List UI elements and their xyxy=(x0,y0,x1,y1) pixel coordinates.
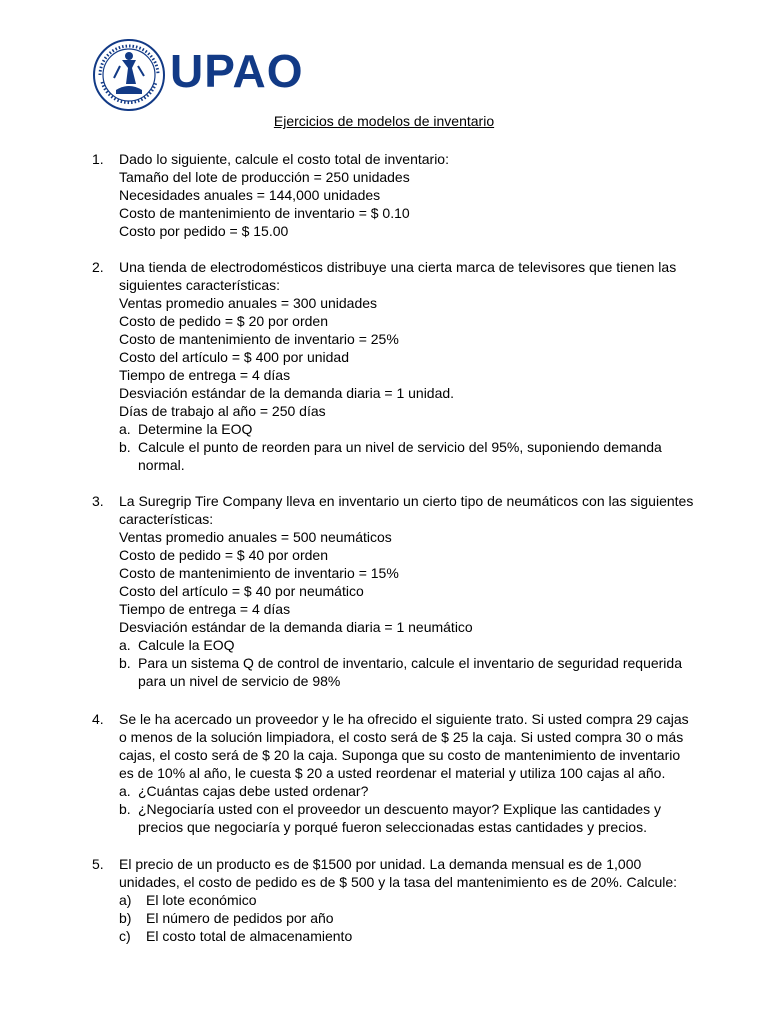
exercise-line: Costo del artículo = $ 400 por unidad xyxy=(119,349,349,365)
sub-item-label: a. xyxy=(119,421,131,437)
sub-item xyxy=(119,636,694,654)
exercise-line: características: xyxy=(119,511,214,527)
exercise-number: 4. xyxy=(92,711,104,727)
sub-item-text: ¿Negociaría usted con el proveedor un descuento mayor? Explique las cantidades y precios que negociaría y porqué fueron seleccionadas estas cantidades y precios. xyxy=(138,801,661,835)
sub-item-label: b. xyxy=(119,439,131,455)
sub-item-label: a. xyxy=(119,783,131,799)
logo-wordmark: UPAO xyxy=(170,45,304,97)
exercise-paragraph: Se le ha acercado un proveedor y le ha ofrecido el siguiente trato. Si usted compra 29 cajas o menos de la solución limpiadora, el costo será de $ 25 la caja. Si usted compra 30 o más cajas, el costo será de $ 20 la caja. Suponga que su costo de mantenimiento de inventario es de 10% al año, le cuesta $ 20 a usted reordenar el material y utiliza 100 cajas al año. xyxy=(119,711,689,781)
exercise-number: 5. xyxy=(92,856,104,872)
exercise-line: Costo de pedido = $ 20 por orden xyxy=(119,313,328,329)
sub-item xyxy=(119,800,694,836)
exercise-line: La Suregrip Tire Company lleva en inventario un cierto tipo de neumáticos con las siguientes xyxy=(119,493,694,509)
exercise-line: Costo del artículo = $ 40 por neumático xyxy=(119,583,364,599)
sub-item-label: c) xyxy=(119,928,131,944)
sub-item xyxy=(119,654,694,690)
sub-item-text: Para un sistema Q de control de inventario, calcule el inventario de seguridad requerida para un nivel de servicio de 98% xyxy=(138,655,682,689)
exercise-line: Ventas promedio anuales = 300 unidades xyxy=(119,295,378,311)
exercise-line: Días de trabajo al año = 250 días xyxy=(119,403,326,419)
sub-item xyxy=(119,927,694,945)
sub-item xyxy=(119,782,694,800)
exercise-line: Costo de pedido = $ 40 por orden xyxy=(119,547,328,563)
sub-item xyxy=(119,891,694,909)
sub-item-label: b) xyxy=(119,910,132,926)
exercise-line: Costo de mantenimiento de inventario = 25% xyxy=(119,331,399,347)
exercise-line: siguientes características: xyxy=(119,277,281,293)
exercise-body xyxy=(119,710,694,836)
sub-item-text: ¿Cuántas cajas debe usted ordenar? xyxy=(138,783,369,799)
exercise-body xyxy=(119,492,694,690)
university-seal-icon xyxy=(92,38,166,112)
exercise-number: 1. xyxy=(92,151,104,167)
exercise-paragraph: El precio de un producto es de $1500 por unidad. La demanda mensual es de 1,000 unidades, el costo de pedido es de $ 500 y la tasa del mantenimiento es de 20%. Calcule: xyxy=(119,856,678,890)
exercise-line: Tiempo de entrega = 4 días xyxy=(119,601,291,617)
exercise-line: Dado lo siguiente, calcule el costo total de inventario: xyxy=(119,151,449,167)
sub-item-text: Determine la EOQ xyxy=(138,421,253,437)
exercise-line: Costo por pedido = $ 15.00 xyxy=(119,223,289,239)
page-title: Ejercicios de modelos de inventario xyxy=(273,113,495,129)
exercise-number: 2. xyxy=(92,259,104,275)
sub-item-text: Calcule el punto de reorden para un nivel de servicio del 95%, suponiendo demanda normal. xyxy=(138,439,662,473)
exercise-line: Desviación estándar de la demanda diaria = 1 neumático xyxy=(119,619,473,635)
exercise-line: Costo de mantenimiento de inventario = $ 0.10 xyxy=(119,205,410,221)
sub-item-label: a. xyxy=(119,637,131,653)
sub-item-label: a) xyxy=(119,892,132,908)
exercise-body xyxy=(119,150,694,240)
exercise-body xyxy=(119,855,694,945)
exercise-line: Una tienda de electrodomésticos distribuye una cierta marca de televisores que tienen las xyxy=(119,259,677,275)
sub-item-text: El costo total de almacenamiento xyxy=(146,928,353,944)
sub-item-label: b. xyxy=(119,801,131,817)
exercise-number: 3. xyxy=(92,493,104,509)
exercise-line: Tamaño del lote de producción = 250 unidades xyxy=(119,169,410,185)
sub-item-text: El número de pedidos por año xyxy=(146,910,334,926)
sub-item-text: El lote económico xyxy=(146,892,257,908)
exercise-line: Tiempo de entrega = 4 días xyxy=(119,367,291,383)
exercise-line: Necesidades anuales = 144,000 unidades xyxy=(119,187,381,203)
exercise-line: Desviación estándar de la demanda diaria = 1 unidad. xyxy=(119,385,455,401)
sub-item xyxy=(119,909,694,927)
exercise-line: Costo de mantenimiento de inventario = 15% xyxy=(119,565,399,581)
upao-logo xyxy=(92,38,304,114)
exercise-body xyxy=(119,258,694,474)
sub-item xyxy=(119,420,694,438)
sub-item xyxy=(119,438,694,474)
exercise-line: Ventas promedio anuales = 500 neumáticos xyxy=(119,529,392,545)
sub-item-text: Calcule la EOQ xyxy=(138,637,235,653)
sub-item-label: b. xyxy=(119,655,131,671)
